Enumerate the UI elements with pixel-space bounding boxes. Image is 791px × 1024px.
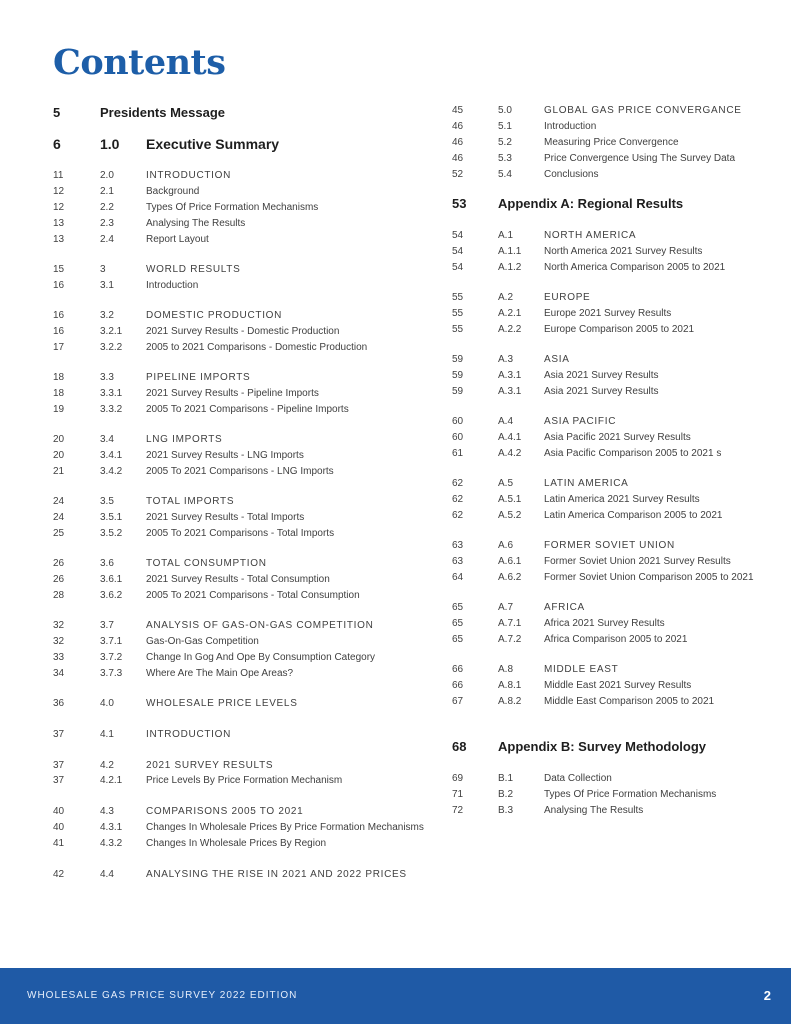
toc-section-number: 1.0	[100, 136, 120, 152]
toc-page-number: 55	[452, 324, 464, 335]
toc-section-title: Africa 2021 Survey Results	[544, 618, 665, 629]
toc-section-title: ANALYSING THE RISE IN 2021 AND 2022 PRICES	[146, 869, 407, 880]
toc-section-title: Former Soviet Union Comparison 2005 to 2021	[544, 572, 754, 583]
toc-section-number: A.3.1	[498, 370, 522, 381]
toc-section-number: 3	[100, 264, 106, 275]
toc-section-number: 3.7.1	[100, 636, 123, 647]
toc-page-number: 17	[53, 342, 65, 353]
toc-page-number: 54	[452, 246, 464, 257]
toc-page-number: 61	[452, 448, 464, 459]
toc-section-number: 3.4.1	[100, 450, 123, 461]
toc-section-number: A.4.2	[498, 448, 522, 459]
toc-page-number: 18	[53, 388, 65, 399]
toc-section-title: Asia Pacific 2021 Survey Results	[544, 432, 691, 443]
toc-section-number: 3.1	[100, 280, 114, 291]
toc-page-number: 65	[452, 634, 464, 645]
toc-section-number: 3.5	[100, 496, 114, 507]
page-number: 2	[763, 988, 771, 1003]
toc-section-title: Asia 2021 Survey Results	[544, 386, 659, 397]
toc-section-title: 2021 Survey Results - Total Consumption	[146, 574, 330, 585]
toc-section-title: Middle East 2021 Survey Results	[544, 680, 692, 691]
toc-section-title: Appendix B: Survey Methodology	[498, 739, 707, 754]
toc-page-number: 15	[53, 264, 65, 275]
toc-page-number: 12	[53, 202, 65, 213]
toc-page-number: 67	[452, 696, 464, 707]
toc-section-title: Analysing The Results	[544, 805, 644, 816]
toc-section-title: ASIA PACIFIC	[544, 416, 617, 427]
toc-page-number: 16	[53, 310, 65, 321]
footer-bar	[0, 968, 791, 1024]
toc-page-number: 33	[53, 652, 65, 663]
footer-title: WHOLESALE GAS PRICE SURVEY 2022 EDITION	[27, 990, 298, 1001]
toc-section-title: Middle East Comparison 2005 to 2021	[544, 696, 715, 707]
toc-page-number: 60	[452, 432, 464, 443]
toc-section-title: ASIA	[544, 354, 570, 365]
toc-section-number: 2.1	[100, 186, 114, 197]
toc-section-number: 3.7.3	[100, 668, 123, 679]
toc-section-number: 3.4	[100, 434, 114, 445]
toc-section-number: 5.2	[498, 137, 512, 148]
toc-section-number: 3.6.1	[100, 574, 123, 585]
toc-section-number: 3.4.2	[100, 466, 123, 477]
toc-page-number: 21	[53, 466, 65, 477]
toc-page-number: 59	[452, 370, 464, 381]
toc-section-number: A.7.2	[498, 634, 522, 645]
toc-section-number: A.6	[498, 540, 514, 551]
toc-section-number: A.6.2	[498, 572, 522, 583]
toc-section-title: 2005 To 2021 Comparisons - LNG Imports	[146, 466, 334, 477]
toc-section-number: A.1.2	[498, 262, 522, 273]
toc-section-title: Conclusions	[544, 169, 599, 180]
toc-page-number: 62	[452, 494, 464, 505]
toc-page-number: 55	[452, 292, 464, 303]
toc-page-number: 20	[53, 434, 65, 445]
toc-section-number: 3.6.2	[100, 590, 123, 601]
toc-section-title: Latin America Comparison 2005 to 2021	[544, 510, 723, 521]
toc-section-number: A.2.2	[498, 324, 522, 335]
toc-section-number: A.3.1	[498, 386, 522, 397]
toc-section-number: A.5.2	[498, 510, 522, 521]
toc-section-title: Europe 2021 Survey Results	[544, 308, 672, 319]
toc-section-title: 2021 Survey Results - Pipeline Imports	[146, 388, 319, 399]
toc-section-title: TOTAL IMPORTS	[146, 496, 235, 507]
toc-section-title: Types Of Price Formation Mechanisms	[146, 202, 319, 213]
toc-section-title: North America Comparison 2005 to 2021	[544, 262, 726, 273]
toc-section-title: NORTH AMERICA	[544, 230, 637, 241]
toc-section-title: Executive Summary	[146, 136, 280, 152]
toc-section-title: Europe Comparison 2005 to 2021	[544, 324, 695, 335]
toc-section-title: Measuring Price Convergence	[544, 137, 679, 148]
toc-page-number: 37	[53, 775, 65, 786]
toc-page-number: 64	[452, 572, 464, 583]
toc-page-number: 25	[53, 528, 65, 539]
toc-section-title: Change In Gog And Ope By Consumption Category	[146, 652, 376, 663]
toc-section-number: A.5.1	[498, 494, 522, 505]
toc-section-number: A.6.1	[498, 556, 522, 567]
toc-section-number: 3.3	[100, 372, 114, 383]
toc-section-title: Africa Comparison 2005 to 2021	[544, 634, 688, 645]
toc-section-title: 2021 SURVEY RESULTS	[146, 760, 274, 771]
toc-section-title: Presidents Message	[100, 105, 226, 120]
toc-section-number: 3.6	[100, 558, 114, 569]
toc-page-number: 46	[452, 137, 464, 148]
toc-section-title: DOMESTIC PRODUCTION	[146, 310, 283, 321]
toc-page-number: 32	[53, 636, 65, 647]
toc-section-title: 2021 Survey Results - Total Imports	[146, 512, 305, 523]
toc-page-number: 46	[452, 121, 464, 132]
toc-page-number: 40	[53, 806, 65, 817]
toc-page-number: 26	[53, 558, 65, 569]
toc-section-number: 5.4	[498, 169, 512, 180]
toc-section-title: 2005 To 2021 Comparisons - Total Imports	[146, 528, 335, 539]
toc-section-number: 3.5.1	[100, 512, 123, 523]
toc-section-number: 2.0	[100, 170, 114, 181]
toc-section-number: A.8.2	[498, 696, 522, 707]
toc-page-number: 54	[452, 262, 464, 273]
toc-section-title: Changes In Wholesale Prices By Region	[146, 838, 327, 849]
toc-section-title: ANALYSIS OF GAS-ON-GAS COMPETITION	[146, 620, 374, 631]
toc-section-number: 2.2	[100, 202, 114, 213]
toc-section-title: GLOBAL GAS PRICE CONVERGANCE	[544, 105, 742, 116]
toc-section-number: A.5	[498, 478, 514, 489]
toc-section-number: 3.2.2	[100, 342, 123, 353]
toc-page-number: 6	[53, 136, 61, 152]
toc-section-title: Where Are The Main Ope Areas?	[146, 668, 294, 679]
toc-section-title: Price Levels By Price Formation Mechanism	[146, 775, 343, 786]
toc-section-title: FORMER SOVIET UNION	[544, 540, 675, 551]
toc-page-number: 42	[53, 869, 65, 880]
toc-section-title: Asia 2021 Survey Results	[544, 370, 659, 381]
toc-section-number: 4.4	[100, 869, 114, 880]
toc-section-number: A.4	[498, 416, 514, 427]
toc-section-number: A.2.1	[498, 308, 522, 319]
toc-page-number: 37	[53, 760, 65, 771]
toc-section-number: A.8.1	[498, 680, 522, 691]
toc-page-number: 62	[452, 478, 464, 489]
toc-page-number: 13	[53, 234, 65, 245]
toc-section-title: AFRICA	[544, 602, 585, 613]
toc-section-number: 4.2	[100, 760, 114, 771]
toc-page-number: 72	[452, 805, 464, 816]
toc-section-number: 2.3	[100, 218, 114, 229]
toc-section-number: 3.7	[100, 620, 114, 631]
toc-section-title: EUROPE	[544, 292, 591, 303]
toc-section-number: 5.3	[498, 153, 512, 164]
toc-section-title: 2005 To 2021 Comparisons - Pipeline Imports	[146, 404, 349, 415]
toc-section-title: Appendix A: Regional Results	[498, 196, 684, 211]
toc-page-number: 59	[452, 354, 464, 365]
toc-page-number: 20	[53, 450, 65, 461]
toc-page-number: 24	[53, 512, 65, 523]
toc-section-number: A.7	[498, 602, 514, 613]
toc-section-title: Changes In Wholesale Prices By Price Formation Mechanisms	[146, 822, 424, 833]
toc-section-title: 2005 to 2021 Comparisons - Domestic Production	[146, 342, 368, 353]
toc-section-title: LATIN AMERICA	[544, 478, 629, 489]
toc-section-title: COMPARISONS 2005 TO 2021	[146, 806, 304, 817]
toc-section-number: 4.1	[100, 729, 114, 740]
toc-section-title: North America 2021 Survey Results	[544, 246, 703, 257]
toc-section-number: 4.0	[100, 698, 114, 709]
toc-section-number: 4.3.1	[100, 822, 123, 833]
toc-section-title: LNG IMPORTS	[146, 434, 223, 445]
toc-page-number: 24	[53, 496, 65, 507]
toc-section-number: A.1.1	[498, 246, 522, 257]
toc-page-number: 32	[53, 620, 65, 631]
toc-page-number: 66	[452, 664, 464, 675]
toc-section-title: WHOLESALE PRICE LEVELS	[146, 698, 298, 709]
toc-page-number: 16	[53, 280, 65, 291]
toc-page-number: 13	[53, 218, 65, 229]
toc-section-title: Background	[146, 186, 200, 197]
toc-section-number: A.1	[498, 230, 514, 241]
toc-section-title: INTRODUCTION	[146, 729, 232, 740]
toc-section-number: 4.2.1	[100, 775, 123, 786]
toc-section-number: 4.3.2	[100, 838, 123, 849]
toc-section-number: A.3	[498, 354, 514, 365]
toc-section-title: Introduction	[544, 121, 597, 132]
toc-section-title: 2021 Survey Results - LNG Imports	[146, 450, 304, 461]
toc-section-title: Former Soviet Union 2021 Survey Results	[544, 556, 731, 567]
toc-page-number: 11	[53, 170, 64, 181]
toc-page-number: 63	[452, 540, 464, 551]
toc-page-number: 36	[53, 698, 65, 709]
toc-section-title: Types Of Price Formation Mechanisms	[544, 789, 717, 800]
toc-page-number: 41	[53, 838, 65, 849]
toc-section-number: 5.0	[498, 105, 512, 116]
toc-page-number: 37	[53, 729, 65, 740]
toc-page-number: 62	[452, 510, 464, 521]
toc-page-number: 54	[452, 230, 464, 241]
toc-page-number: 5	[53, 105, 61, 120]
toc-section-number: 3.3.2	[100, 404, 123, 415]
toc-section-title: TOTAL CONSUMPTION	[146, 558, 267, 569]
toc-section-number: 4.3	[100, 806, 114, 817]
toc-page-number: 60	[452, 416, 464, 427]
toc-page-number: 18	[53, 372, 65, 383]
toc-page-number: 45	[452, 105, 464, 116]
toc-section-title: Gas-On-Gas Competition	[146, 636, 259, 647]
toc-page-number: 65	[452, 602, 464, 613]
toc-page-number: 46	[452, 153, 464, 164]
toc-section-number: 5.1	[498, 121, 512, 132]
toc-page-number: 59	[452, 386, 464, 397]
toc-page-number: 52	[452, 169, 464, 180]
toc-section-title: Introduction	[146, 280, 199, 291]
toc-page-number: 19	[53, 404, 65, 415]
toc-page-number: 65	[452, 618, 464, 629]
toc-page-number: 34	[53, 668, 65, 679]
toc-page-number: 12	[53, 186, 65, 197]
toc-section-title: Price Convergence Using The Survey Data	[544, 153, 736, 164]
toc-section-number: A.8	[498, 664, 514, 675]
toc-section-number: 3.3.1	[100, 388, 123, 399]
toc-section-title: MIDDLE EAST	[544, 664, 619, 675]
toc-section-title: Asia Pacific Comparison 2005 to 2021 s	[544, 448, 722, 459]
toc-section-number: 3.7.2	[100, 652, 123, 663]
toc-page-number: 63	[452, 556, 464, 567]
toc-page-number: 66	[452, 680, 464, 691]
toc-page-number: 55	[452, 308, 464, 319]
toc-section-title: Report Layout	[146, 234, 209, 245]
toc-page-number: 69	[452, 773, 464, 784]
toc-section-number: 3.2.1	[100, 326, 123, 337]
toc-page-number: 40	[53, 822, 65, 833]
toc-section-title: PIPELINE IMPORTS	[146, 372, 251, 383]
toc-section-title: WORLD RESULTS	[146, 264, 241, 275]
toc-section-title: Analysing The Results	[146, 218, 246, 229]
toc-page-number: 26	[53, 574, 65, 585]
toc-section-number: 3.2	[100, 310, 114, 321]
toc-page-number: 28	[53, 590, 65, 601]
toc-section-title: 2021 Survey Results - Domestic Production	[146, 326, 340, 337]
toc-page-number: 53	[452, 196, 467, 211]
toc-page-number: 68	[452, 739, 467, 754]
page-title: Contents	[53, 42, 226, 83]
toc-section-number: 2.4	[100, 234, 114, 245]
toc-section-title: INTRODUCTION	[146, 170, 232, 181]
toc-section-number: B.3	[498, 805, 514, 816]
toc-section-number: A.4.1	[498, 432, 522, 443]
toc-section-title: Data Collection	[544, 773, 612, 784]
toc-section-number: A.2	[498, 292, 514, 303]
toc-page-number: 71	[452, 789, 464, 800]
toc-section-number: B.1	[498, 773, 514, 784]
toc-section-title: 2005 To 2021 Comparisons - Total Consumption	[146, 590, 360, 601]
toc-section-number: 3.5.2	[100, 528, 123, 539]
toc-section-number: B.2	[498, 789, 514, 800]
toc-section-number: A.7.1	[498, 618, 522, 629]
toc-section-title: Latin America 2021 Survey Results	[544, 494, 700, 505]
toc-page-number: 16	[53, 326, 65, 337]
